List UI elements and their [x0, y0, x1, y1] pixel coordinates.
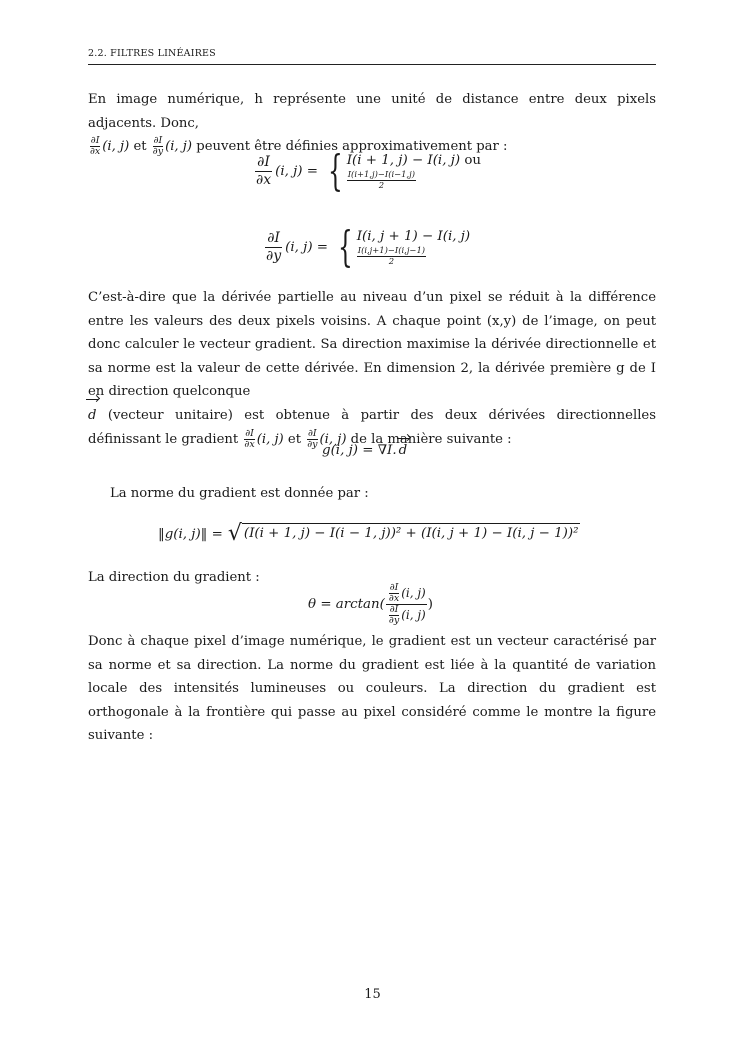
index-ij: (i, j) [256, 431, 284, 447]
index-ij: (i, j) [102, 139, 130, 155]
intro-paragraph [88, 88, 656, 159]
eq1-case-1-suffix: ou [464, 153, 482, 169]
equation-partial-x [254, 146, 482, 195]
eq2-case-1: I(i, j + 1) − I(i, j) [356, 229, 471, 245]
unit-vector-d: d [88, 404, 96, 428]
para2-tail: de la manière suivante : [350, 431, 512, 447]
equation-gradient-direction [308, 583, 433, 626]
direction-intro-paragraph: La direction du gradient : [88, 570, 260, 585]
partial-y-fraction: $\frac{\partial I}{\partial y}$ [307, 427, 318, 450]
eq5-lhs: θ = arctan( [308, 596, 385, 612]
eq2-case-2: $\frac{I(i,j+1)-I(i,j-1)}{2}$ [357, 245, 426, 266]
index-ij: (i, j) [165, 139, 193, 155]
index-ij: (i, j) [319, 431, 347, 447]
eq1-cases [347, 152, 481, 189]
eq4-sqrt [228, 523, 581, 545]
eq2-lhs: (i, j) = [285, 239, 329, 255]
gradient-definition-paragraph [88, 286, 656, 451]
equation-gradient-norm [158, 523, 580, 545]
partial-x-fraction: $\frac{\partial I}{\partial x}$ [244, 427, 255, 450]
eq2-brace: { [338, 222, 353, 271]
sqrt-icon: √ [227, 521, 242, 546]
eq1-lhs: (i, j) = [275, 163, 319, 179]
eq1-case-1: I(i + 1, j) − I(i, j) [346, 153, 461, 169]
equation-partial-y [264, 222, 471, 271]
eq1-brace: { [328, 146, 343, 195]
equation-directional-derivative [322, 443, 407, 458]
eq1-case-2: $\frac{I(i+1,j)-I(i-1,j)}{2}$ [347, 169, 416, 190]
eq4-lhs: ‖g(i, j)‖ = [158, 526, 223, 542]
eq5-ratio [386, 583, 427, 626]
eq5-numerator: $\frac{\partial I}{\partial x}$ (i, j) [386, 583, 427, 605]
eq5-rhs: ) [427, 596, 433, 612]
intro-line-1: En image numérique, h représente une unité de distance entre deux pixels adjacents. Donc, [88, 92, 656, 131]
para2-after-vector: (vecteur unitaire) est obtenue à partir des deux dérivées directionnelles définissant le gradient [88, 407, 656, 447]
eq1-lhs-fraction: $\frac{\partial I}{\partial x}$ [256, 154, 272, 188]
para2-text: C’est-à-dire que la dérivée partielle au niveau d’un pixel se réduit à la différence entre les valeurs des deux pixels voisins. A chaque point (x,y) de l’image, on peut donc calculer le vecteur gradient. Sa direction maximise la dérivée directionnelle et sa norme est la valeur de cette dérivée. En dimension 2, la dérivée première g de I en direction quelconque [88, 290, 656, 400]
eq4-radicand: (I(i + 1, j) − I(i − 1, j))² + (I(i, j + 1) − I(i, j − 1))² [242, 523, 581, 545]
conjunction-et: et [133, 139, 147, 155]
eq2-cases [357, 228, 470, 265]
partial-y-fraction: $\frac{\partial I}{\partial y}$ [152, 135, 164, 158]
eq3-text: g(i, j) = ∇I. [322, 443, 397, 458]
gradient-properties-paragraph: Donc à chaque pixel d’image numérique, le gradient est un vecteur caractérisé par sa norme et sa direction. La norme du gradient est liée à la quantité de variation locale des intensités lumineuses ou couleurs. La direction du gradient est orthogonale à la frontière qui passe au pixel considéré comme le montre la figure suivante : [88, 634, 656, 744]
eq2-lhs-fraction: $\frac{\partial I}{\partial y}$ [266, 230, 282, 264]
partial-x-fraction: $\frac{\partial I}{\partial x}$ [90, 135, 101, 158]
eq5-denominator: $\frac{\partial I}{\partial y}$ (i, j) [388, 603, 426, 626]
conjunction-et: et [287, 431, 301, 447]
intro-line-2: peuvent être définies approximativement par : [196, 139, 508, 155]
norm-intro-paragraph: La norme du gradient est donnée par : [110, 486, 369, 501]
header-rule [88, 64, 656, 65]
eq3-vector-d: d [398, 443, 408, 458]
running-header: 2.2. FILTRES LINÉAIRES [88, 48, 216, 59]
page-number: 15 [364, 987, 381, 1002]
